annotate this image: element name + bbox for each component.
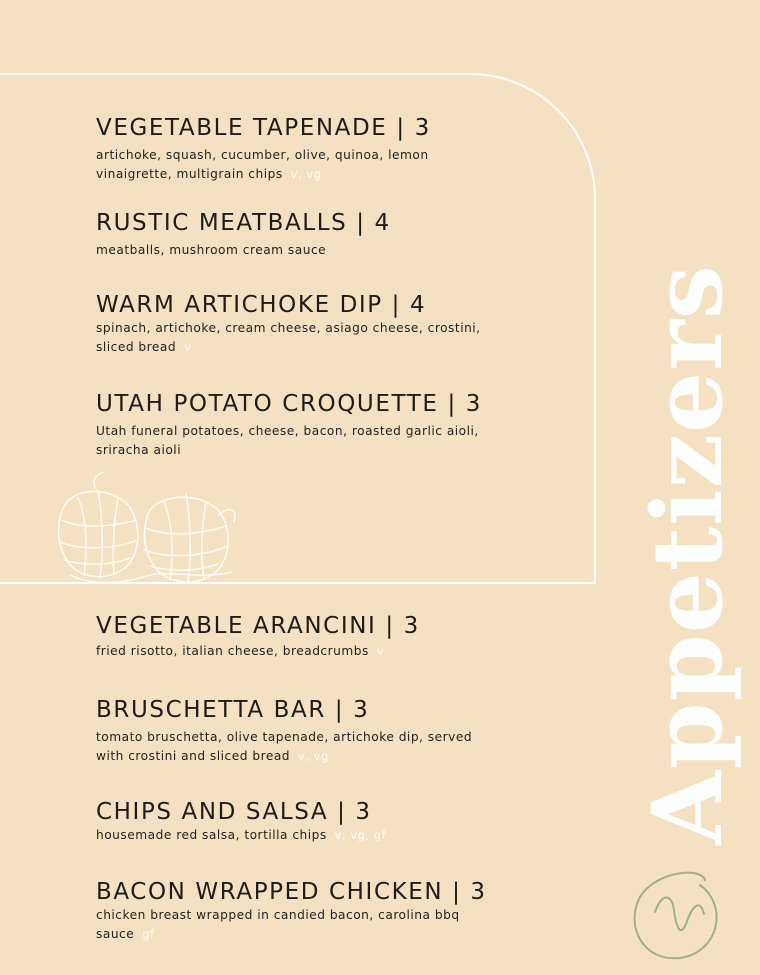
menu-item — [96, 291, 616, 357]
menu-item-ingredients: fried risotto, italian cheese, breadcrumbs — [96, 644, 369, 658]
menu-item-title: CHIPS AND SALSA | 3 — [96, 799, 372, 825]
menu-item-ingredients: artichoke, squash, cucumber, olive, quinoa, lemon vinaigrette, multigrain chips — [96, 148, 429, 181]
menu-item — [96, 878, 616, 944]
menu-item — [96, 209, 616, 260]
dietary-tags: v, vg — [298, 749, 329, 763]
menu-item — [96, 612, 616, 661]
menu-item-description — [96, 906, 486, 944]
menu-item — [96, 696, 616, 766]
menu-item-title: WARM ARTICHOKE DIP | 4 — [96, 292, 427, 318]
section-title: Appetizers — [631, 264, 744, 845]
menu-item-ingredients: chicken breast wrapped in candied bacon, carolina bbq sauce — [96, 908, 460, 941]
menu-item-title: UTAH POTATO CROQUETTE | 3 — [96, 391, 482, 417]
menu-item-description — [96, 319, 486, 357]
menu-item-description — [96, 422, 486, 460]
menu-item-ingredients: spinach, artichoke, cream cheese, asiago cheese, crostini, sliced bread — [96, 321, 481, 354]
menu-item-description — [96, 826, 486, 845]
menu-item-title: BRUSCHETTA BAR | 3 — [96, 697, 370, 723]
menu-item-title: RUSTIC MEATBALLS | 4 — [96, 210, 391, 236]
menu-item-ingredients: meatballs, mushroom cream sauce — [96, 243, 327, 257]
menu-item-ingredients: housemade red salsa, tortilla chips — [96, 828, 327, 842]
dietary-tags: v, vg, gf — [334, 828, 387, 842]
dietary-tags: v — [376, 644, 385, 658]
dietary-tags: v — [184, 340, 192, 354]
menu-item-description — [96, 241, 486, 260]
menu-item-description — [96, 146, 486, 184]
menu-item-description — [96, 728, 486, 766]
menu-item — [96, 390, 616, 460]
menu-item — [96, 114, 616, 184]
menu-item-description — [96, 642, 486, 661]
script-m-logo-icon — [635, 873, 717, 959]
artichoke-line-drawing-icon — [59, 472, 235, 583]
dietary-tags: v, vg — [290, 167, 322, 181]
menu-item — [96, 798, 616, 845]
menu-item-title: VEGETABLE ARANCINI | 3 — [96, 613, 420, 639]
menu-item-ingredients: tomato bruschetta, olive tapenade, artichoke dip, served with crostini and sliced bread — [96, 730, 473, 763]
menu-item-title: VEGETABLE TAPENADE | 3 — [96, 115, 431, 141]
dietary-tags: gf — [142, 927, 155, 941]
menu-item-title: BACON WRAPPED CHICKEN | 3 — [96, 879, 487, 905]
menu-item-ingredients: Utah funeral potatoes, cheese, bacon, roasted garlic aioli, sriracha aioli — [96, 424, 479, 457]
